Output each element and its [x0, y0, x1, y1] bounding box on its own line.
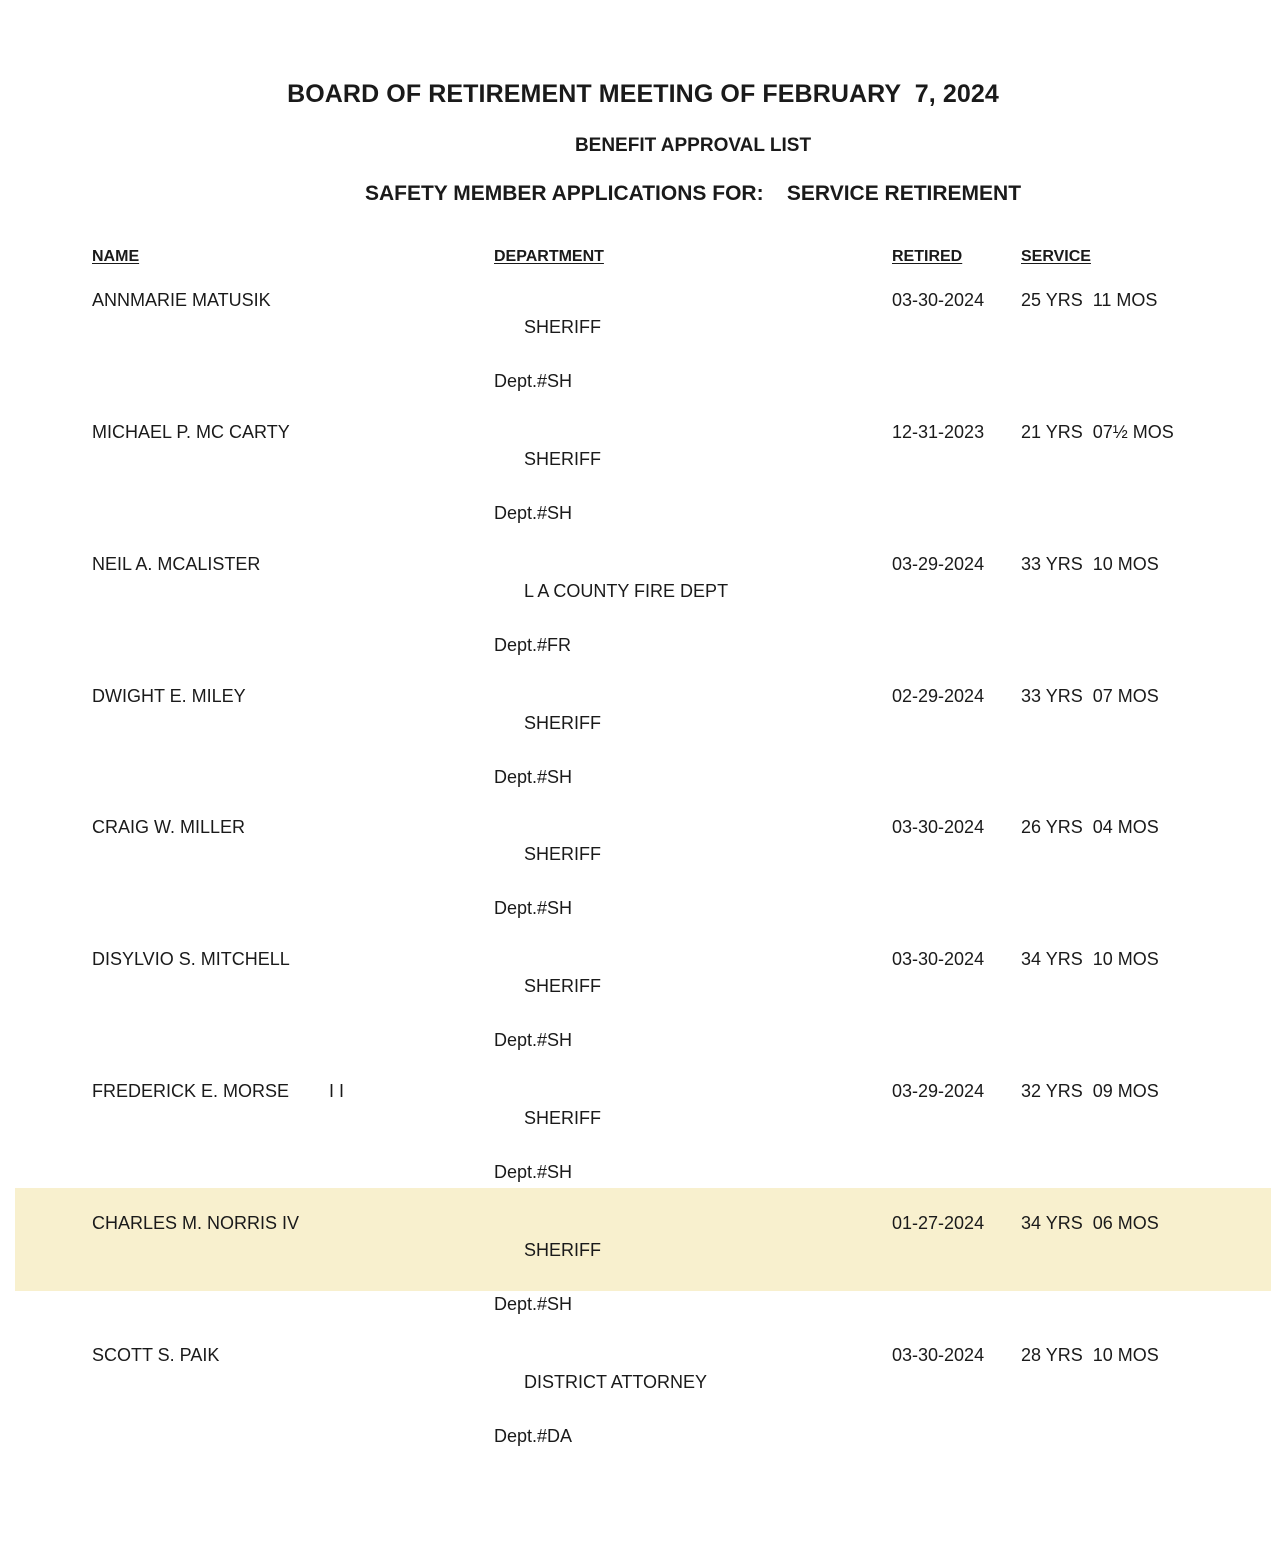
department-code: Dept.#SH	[494, 1294, 573, 1314]
table-row	[15, 405, 1271, 523]
retired-date: 03-30-2024	[892, 949, 985, 969]
column-header-retired: RETIRED	[892, 248, 963, 265]
retired-date: 03-30-2024	[892, 290, 985, 310]
department-name: SHERIFF	[524, 976, 602, 996]
retired-date: 03-30-2024	[892, 817, 985, 837]
department-name: L A COUNTY FIRE DEPT	[524, 581, 729, 601]
department-name: SHERIFF	[524, 844, 602, 864]
service-length: 28 YRS 10 MOS	[1021, 1345, 1159, 1365]
table-row	[15, 1328, 1271, 1446]
column-header-name: NAME	[92, 248, 140, 265]
table-row	[15, 1064, 1271, 1182]
member-name: ANNMARIE MATUSIK	[92, 290, 271, 310]
department-name: SHERIFF	[524, 317, 602, 337]
department-name: SHERIFF	[524, 1108, 602, 1128]
member-name: NEIL A. MCALISTER	[92, 554, 261, 574]
service-length: 34 YRS 10 MOS	[1021, 949, 1159, 969]
document-subtitle: BENEFIT APPROVAL LIST	[574, 135, 812, 156]
service-length: 34 YRS 06 MOS	[1021, 1213, 1159, 1233]
service-length: 33 YRS 10 MOS	[1021, 554, 1159, 574]
retired-date: 03-29-2024	[892, 1081, 985, 1101]
department-name: SHERIFF	[524, 1240, 602, 1260]
member-name: DWIGHT E. MILEY	[92, 686, 246, 706]
table-row	[15, 669, 1271, 787]
member-name: FREDERICK E. MORSE I I	[92, 1081, 345, 1101]
department-code: Dept.#FR	[494, 635, 572, 655]
table-row-highlighted	[15, 1188, 1271, 1314]
department	[494, 1342, 707, 1504]
column-header-department: DEPARTMENT	[494, 248, 604, 265]
department-code: Dept.#SH	[494, 1162, 573, 1182]
department-name: SHERIFF	[524, 449, 602, 469]
retired-date: 03-29-2024	[892, 554, 985, 574]
section-heading: SAFETY MEMBER APPLICATIONS FOR: SERVICE RETIREMENT	[364, 182, 1022, 205]
table-row	[15, 932, 1271, 1050]
member-name: SCOTT S. PAIK	[92, 1345, 220, 1365]
member-name: MICHAEL P. MC CARTY	[92, 422, 290, 442]
department-code: Dept.#SH	[494, 898, 573, 918]
service-length: 25 YRS 11 MOS	[1021, 290, 1158, 310]
department-code: Dept.#DA	[494, 1426, 573, 1446]
retired-date: 12-31-2023	[892, 422, 985, 442]
service-length: 21 YRS 07½ MOS	[1021, 422, 1174, 442]
member-name: DISYLVIO S. MITCHELL	[92, 949, 290, 969]
retired-date: 01-27-2024	[892, 1213, 985, 1233]
service-length: 32 YRS 09 MOS	[1021, 1081, 1159, 1101]
table-row	[15, 800, 1271, 918]
service-length: 33 YRS 07 MOS	[1021, 686, 1159, 706]
table-row	[15, 273, 1271, 391]
department-name: SHERIFF	[524, 713, 602, 733]
department-code: Dept.#SH	[494, 371, 573, 391]
member-name: CHARLES M. NORRIS IV	[92, 1213, 300, 1233]
department-code: Dept.#SH	[494, 1030, 573, 1050]
service-length: 26 YRS 04 MOS	[1021, 817, 1159, 837]
department-code: Dept.#SH	[494, 503, 573, 523]
column-header-service: SERVICE	[1021, 248, 1091, 265]
retired-date: 02-29-2024	[892, 686, 985, 706]
table-row	[15, 537, 1271, 655]
department-code: Dept.#SH	[494, 767, 573, 787]
department-name: DISTRICT ATTORNEY	[524, 1372, 708, 1392]
document-title: BOARD OF RETIREMENT MEETING OF FEBRUARY 7, 2024	[287, 80, 999, 108]
member-name: CRAIG W. MILLER	[92, 817, 246, 837]
retired-date: 03-30-2024	[892, 1345, 985, 1365]
